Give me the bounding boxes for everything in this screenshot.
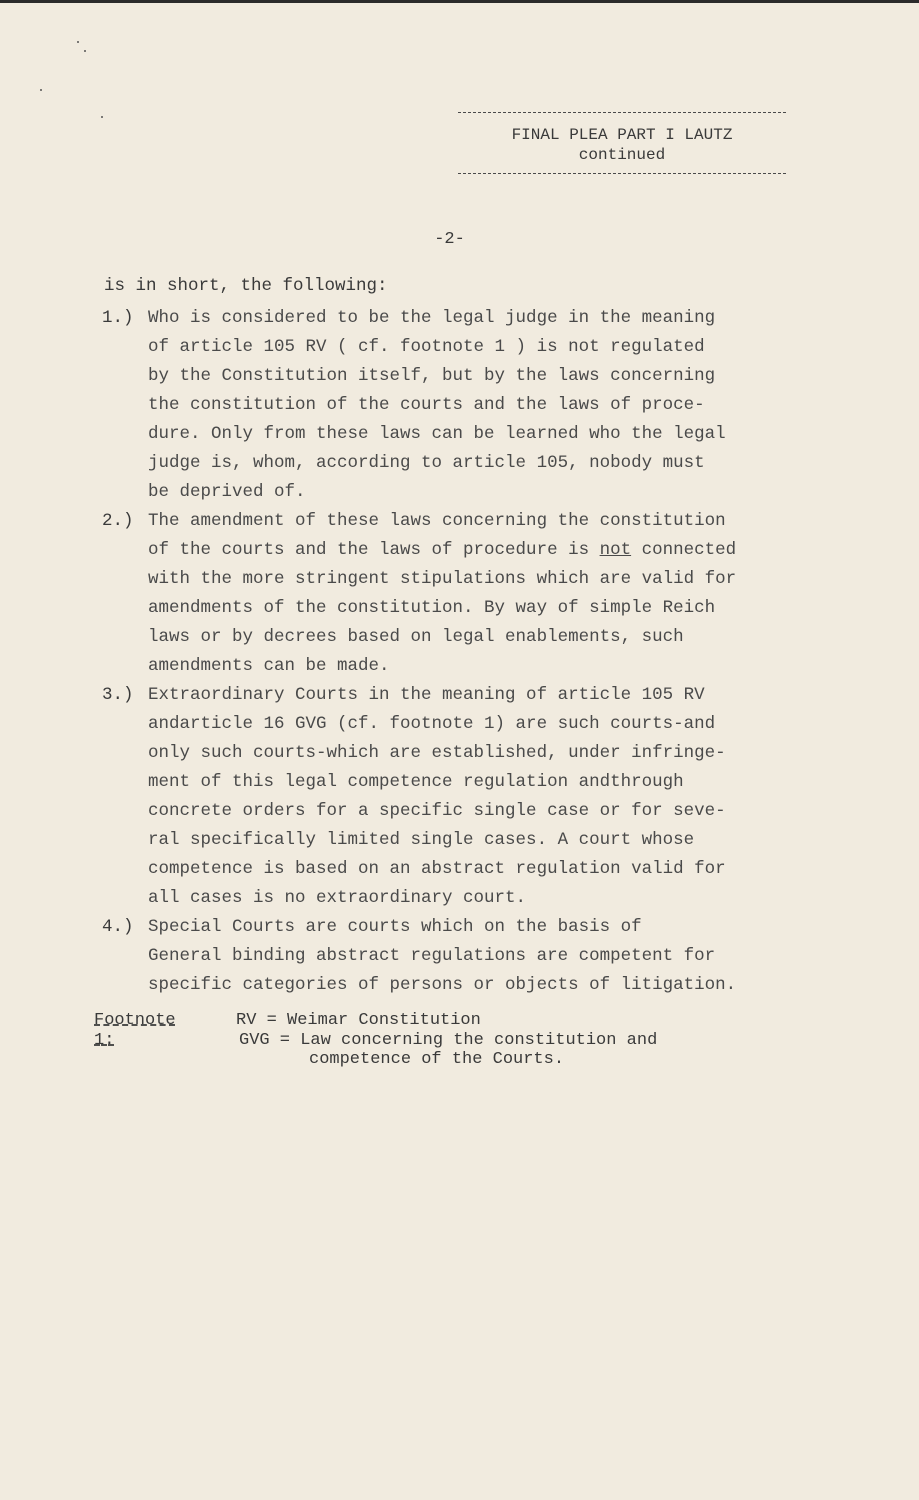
header-subtitle: continued xyxy=(578,146,666,164)
underlined-word: not xyxy=(599,540,632,560)
footnote-line: competence of the Courts. xyxy=(309,1050,565,1069)
header-title: FINAL PLEA PART I LAUTZ xyxy=(511,126,733,144)
list-item xyxy=(104,681,824,913)
item-number: 2.) xyxy=(102,511,134,531)
paper-speck xyxy=(40,89,42,91)
list-item xyxy=(104,913,824,1000)
paper-speck xyxy=(84,50,86,52)
item-text: Extraordinary Courts in the meaning of article 105 RV andarticle 16 GVG (cf. footnote 1) are such courts-and only such courts-which are established, under infringe- ment of this legal competence regulation andthrough concrete orders for a specific single case or for seve- ral specifically limited single cases. A court whose competence is based on an abstract regulation valid for all cases is no extraordinary court. xyxy=(148,685,726,908)
footnote-label: Footnote 1: xyxy=(94,1011,176,1050)
page-number: -2- xyxy=(434,230,465,249)
item-number: 3.) xyxy=(102,685,134,705)
item-text xyxy=(148,507,824,681)
top-edge-line xyxy=(0,0,919,3)
header-dashed-rule xyxy=(458,112,786,113)
item-text: Who is considered to be the legal judge in the meaning of article 105 RV ( cf. footnote 1 ) is not regulated by the Constitution itself, but by the laws concerning the constitution of the courts and the laws of proce- dure. Only from these laws can be learned who the legal judge is, whom, according to article 105, nobody must be deprived of. xyxy=(148,308,726,502)
numbered-list xyxy=(104,304,824,1000)
item-number: 1.) xyxy=(102,308,134,328)
document-header xyxy=(458,112,786,174)
paper-speck xyxy=(101,116,103,118)
footnote-line: GVG = Law concerning the constitution and xyxy=(239,1031,658,1050)
header-dashed-rule xyxy=(458,173,786,174)
list-item xyxy=(104,304,824,507)
footnote-line: RV = Weimar Constitution xyxy=(236,1011,481,1030)
item-number: 4.) xyxy=(102,917,134,937)
list-item xyxy=(104,507,824,681)
item-text-part: The amendment of these laws concerning the constitution of the courts and the laws of procedure is xyxy=(148,511,726,560)
item-text-part: connected with the more stringent stipulations which are valid for amendments of the constitution. By way of simple Reich laws or by decrees based on legal enablements, such amendments can be made. xyxy=(148,540,737,676)
item-text: Special Courts are courts which on the basis of General binding abstract regulations are competent for specific categories of persons or objects of litigation. xyxy=(148,917,737,995)
intro-text: is in short, the following: xyxy=(104,276,388,296)
paper-speck xyxy=(77,41,79,43)
